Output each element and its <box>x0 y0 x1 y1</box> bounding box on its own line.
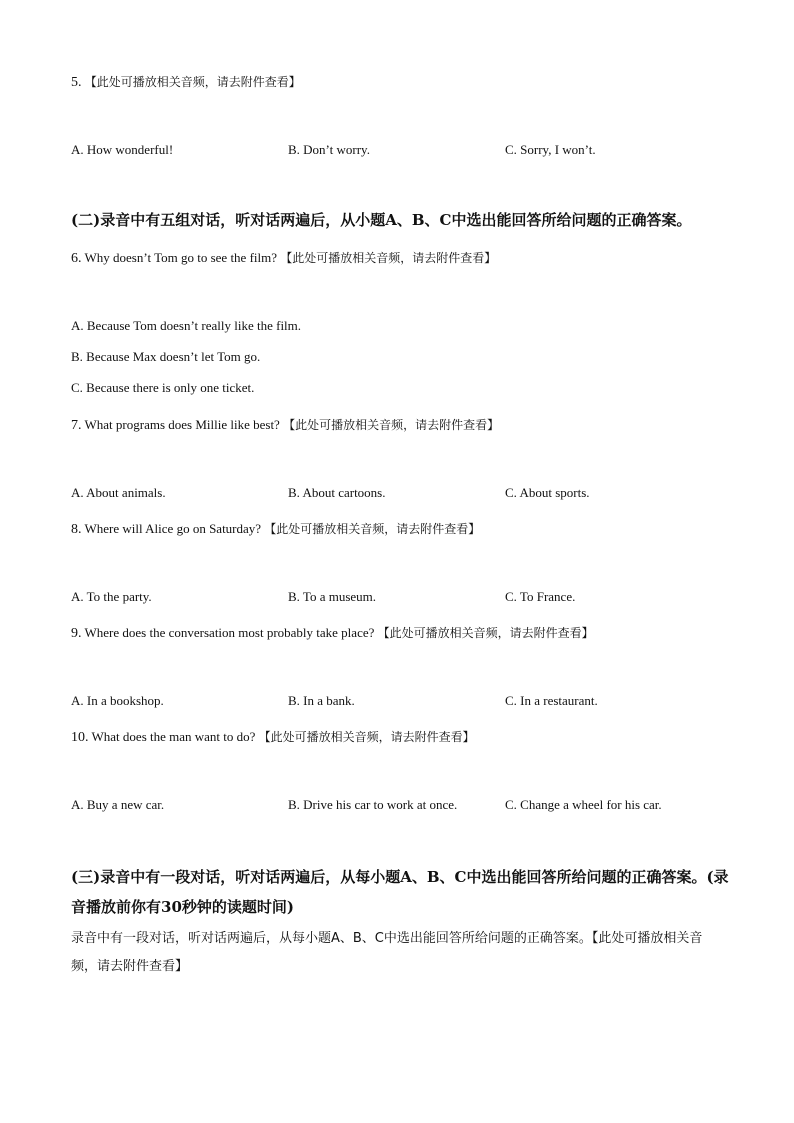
question-9-options <box>71 693 731 711</box>
option-a: A. About animals. <box>71 485 166 500</box>
question-7-options <box>71 485 731 503</box>
question-7 <box>71 416 499 434</box>
option-b: B. About cartoons. <box>288 485 386 500</box>
question-8 <box>71 520 480 538</box>
question-5-options <box>71 142 731 160</box>
option-c: C. In a restaurant. <box>505 693 598 708</box>
option-a: A. Buy a new car. <box>71 797 165 812</box>
option-c: C. Change a wheel for his car. <box>505 797 662 812</box>
option-a: A. How wonderful! <box>71 142 174 157</box>
question-5 <box>71 73 301 91</box>
option-a: A. To the party. <box>71 589 152 604</box>
question-number: 5. <box>71 75 82 90</box>
question-text: Where will Alice go on Saturday? <box>84 521 262 536</box>
section-3-heading: (三)录音中有一段对话，听对话两遍后，从每小题A、B、C中选出能回答所给问题的正确答案。(录音播放前你有30秒钟的读题时间) <box>71 868 729 916</box>
question-number: 9. <box>71 626 82 641</box>
option-a: A. In a bookshop. <box>71 693 164 708</box>
audio-note[interactable]: 【此处可播放相关音频，请去附件查看】 <box>377 626 594 640</box>
option-b: B. Don’t worry. <box>288 142 370 157</box>
question-6 <box>71 249 496 267</box>
section-2-heading: (二)录音中有五组对话，听对话两遍后，从小题A、B、C中选出能回答所给问题的正确答案。 <box>71 211 692 229</box>
option-c: C. Because there is only one ticket. <box>71 380 255 395</box>
audio-note[interactable]: 【此处可播放相关音频，请去附件查看】 <box>258 730 475 744</box>
option-b: B. In a bank. <box>288 693 355 708</box>
question-number: 10. <box>71 730 89 745</box>
option-c: C. Sorry, I won’t. <box>505 142 596 157</box>
option-c: C. To France. <box>505 589 576 604</box>
option-b: B. Drive his car to work at once. <box>288 797 458 812</box>
question-9 <box>71 624 594 642</box>
question-text: Why doesn’t Tom go to see the film? <box>84 250 278 265</box>
option-c: C. About sports. <box>505 485 590 500</box>
question-number: 7. <box>71 418 82 433</box>
question-10-options <box>71 797 731 815</box>
question-8-options <box>71 589 731 607</box>
option-b: B. To a museum. <box>288 589 377 604</box>
question-text: Where does the conversation most probably take place? <box>84 625 375 640</box>
option-a: A. Because Tom doesn’t really like the film. <box>71 318 302 333</box>
question-number: 8. <box>71 522 82 537</box>
audio-note[interactable]: 【此处可播放相关音频，请去附件查看】 <box>280 251 497 265</box>
audio-note[interactable]: 【此处可播放相关音频，请去附件查看】 <box>283 418 500 432</box>
question-text: What programs does Millie like best? <box>84 417 280 432</box>
question-10 <box>71 728 475 746</box>
question-number: 6. <box>71 251 82 266</box>
audio-note[interactable]: 【此处可播放相关音频，请去附件查看】 <box>84 75 301 89</box>
section-3-body: 录音中有一段对话，听对话两遍后，从每小题A、B、C中选出能回答所给问题的正确答案。【此处可播放相关音频，请去附件查看】 <box>71 931 703 974</box>
audio-note[interactable]: 【此处可播放相关音频，请去附件查看】 <box>264 522 481 536</box>
option-b: B. Because Max doesn’t let Tom go. <box>71 349 261 364</box>
question-text: What does the man want to do? <box>91 729 256 744</box>
